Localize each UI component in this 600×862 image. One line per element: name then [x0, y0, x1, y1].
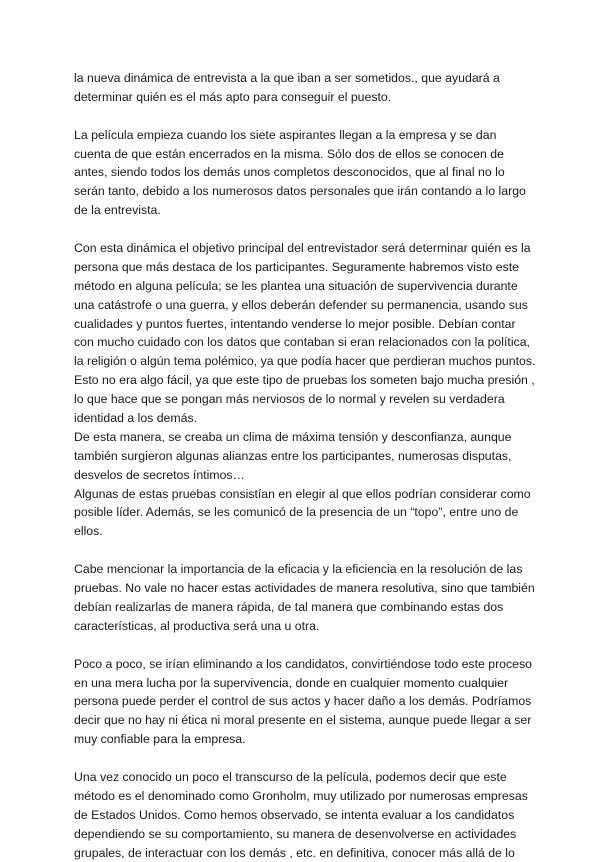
text-line: ellos. — [74, 524, 103, 539]
text-line: la nueva dinámica de entrevista a la que iban a ser sometidos., que ayudará a — [74, 71, 500, 85]
document-body — [74, 69, 534, 862]
text-line: decir que no hay ni ética ni moral presente en el sistema, aunque puede llegar a ser — [74, 713, 532, 728]
paragraph-spacer — [74, 220, 534, 239]
text-line: cualidades y puntos fuertes, intentando venderse lo mejor posible. Debían contar — [74, 316, 516, 331]
text-line: método es el denominado como Gronholm, muy utilizado por numerosas empresas — [74, 788, 528, 803]
text-line: La película empieza cuando los siete aspirantes llegan a la empresa y se dan — [74, 127, 497, 142]
text-line: la religión o algún tema polémico, ya que podía hacer que perdieran muchos puntos. — [74, 354, 536, 369]
text-line: dependiendo se su comportamiento, su manera de desenvolverse en actividades — [74, 826, 517, 841]
text-line: serán tanto, debido a los numerosos datos personales que irán contando a lo largo — [74, 184, 526, 199]
text-line: Cabe mencionar la importancia de la eficacia y la eficiencia en la resolución de las — [74, 562, 523, 577]
paragraph — [74, 69, 534, 107]
text-line: Algunas de estas pruebas consistían en elegir al que ellos podrían considerar como — [74, 486, 531, 501]
text-line: características, al productiva será una u otra. — [74, 618, 320, 633]
text-line: determinar quién es el más apto para conseguir el puesto. — [74, 89, 392, 104]
text-line: persona que más destaca de los participantes. Seguramente habremos visto este — [74, 259, 519, 274]
text-line: Una vez conocido un poco el transcurso de la película, podemos decir que este — [74, 769, 507, 784]
text-line: persona puede perder el control de sus actos y hacer daño a los demás. Podríamos — [74, 694, 532, 709]
text-line: en una mera lucha por la supervivencia, donde en cualquier momento cualquier — [74, 675, 509, 690]
text-line: también surgieron algunas alianzas entre los participantes, numerosas disputas, — [74, 448, 512, 463]
text-line: de Estados Unidos. Como hemos observado, se intenta evaluar a los candidatos — [74, 807, 515, 822]
text-line: De esta manera, se creaba un clima de máxima tensión y desconfianza, aunque — [74, 429, 512, 444]
text-line: grupales, de interactuar con los demás , etc. en definitiva, conocer más allá de lo — [74, 845, 515, 860]
paragraph — [74, 239, 534, 541]
paragraph-spacer — [74, 749, 534, 768]
text-line: pruebas. No vale no hacer estas actividades de manera resolutiva, sino que también — [74, 581, 535, 596]
paragraph — [74, 126, 534, 220]
text-line: Esto no era algo fácil, ya que este tipo de pruebas los someten bajo mucha presión , — [74, 373, 535, 388]
text-line: lo que hace que se pongan más nerviosos de lo normal y revelen su verdadera — [74, 392, 505, 407]
text-line: Con esta dinámica el objetivo principal del entrevistador será determinar quién es la — [74, 241, 531, 256]
paragraph-spacer — [74, 636, 534, 655]
text-line: método en alguna película; se les plantea una situación de supervivencia durante — [74, 278, 518, 293]
text-line: antes, siendo todos los demás unos completos desconocidos, que al final no lo — [74, 165, 505, 180]
text-line: Poco a poco, se irían eliminando a los candidatos, convirtiéndose todo este proceso — [74, 656, 532, 671]
paragraph — [74, 655, 534, 749]
text-line: debían realizarlas de manera rápida, de tal manera que combinando estas dos — [74, 599, 504, 614]
paragraph-spacer — [74, 541, 534, 560]
paragraph — [74, 560, 534, 636]
text-line: cuenta de que están encerrados en la misma. Sólo dos de ellos se conocen de — [74, 146, 504, 161]
text-line: de la entrevista. — [74, 203, 161, 218]
text-line: una catástrofe o una guerra, y ellos deberán defender su permanencia, usando sus — [74, 297, 528, 312]
text-line: con mucho cuidado con los datos que contaban si eran relacionados con la política, — [74, 335, 530, 350]
paragraph-spacer — [74, 107, 534, 126]
text-line: posible líder. Además, se les comunicó de la presencia de un “topo”, entre uno de — [74, 505, 519, 520]
text-line: identidad a los demás. — [74, 411, 198, 426]
text-line: muy confiable para la empresa. — [74, 732, 246, 747]
text-line: desvelos de secretos íntimos… — [74, 467, 245, 482]
